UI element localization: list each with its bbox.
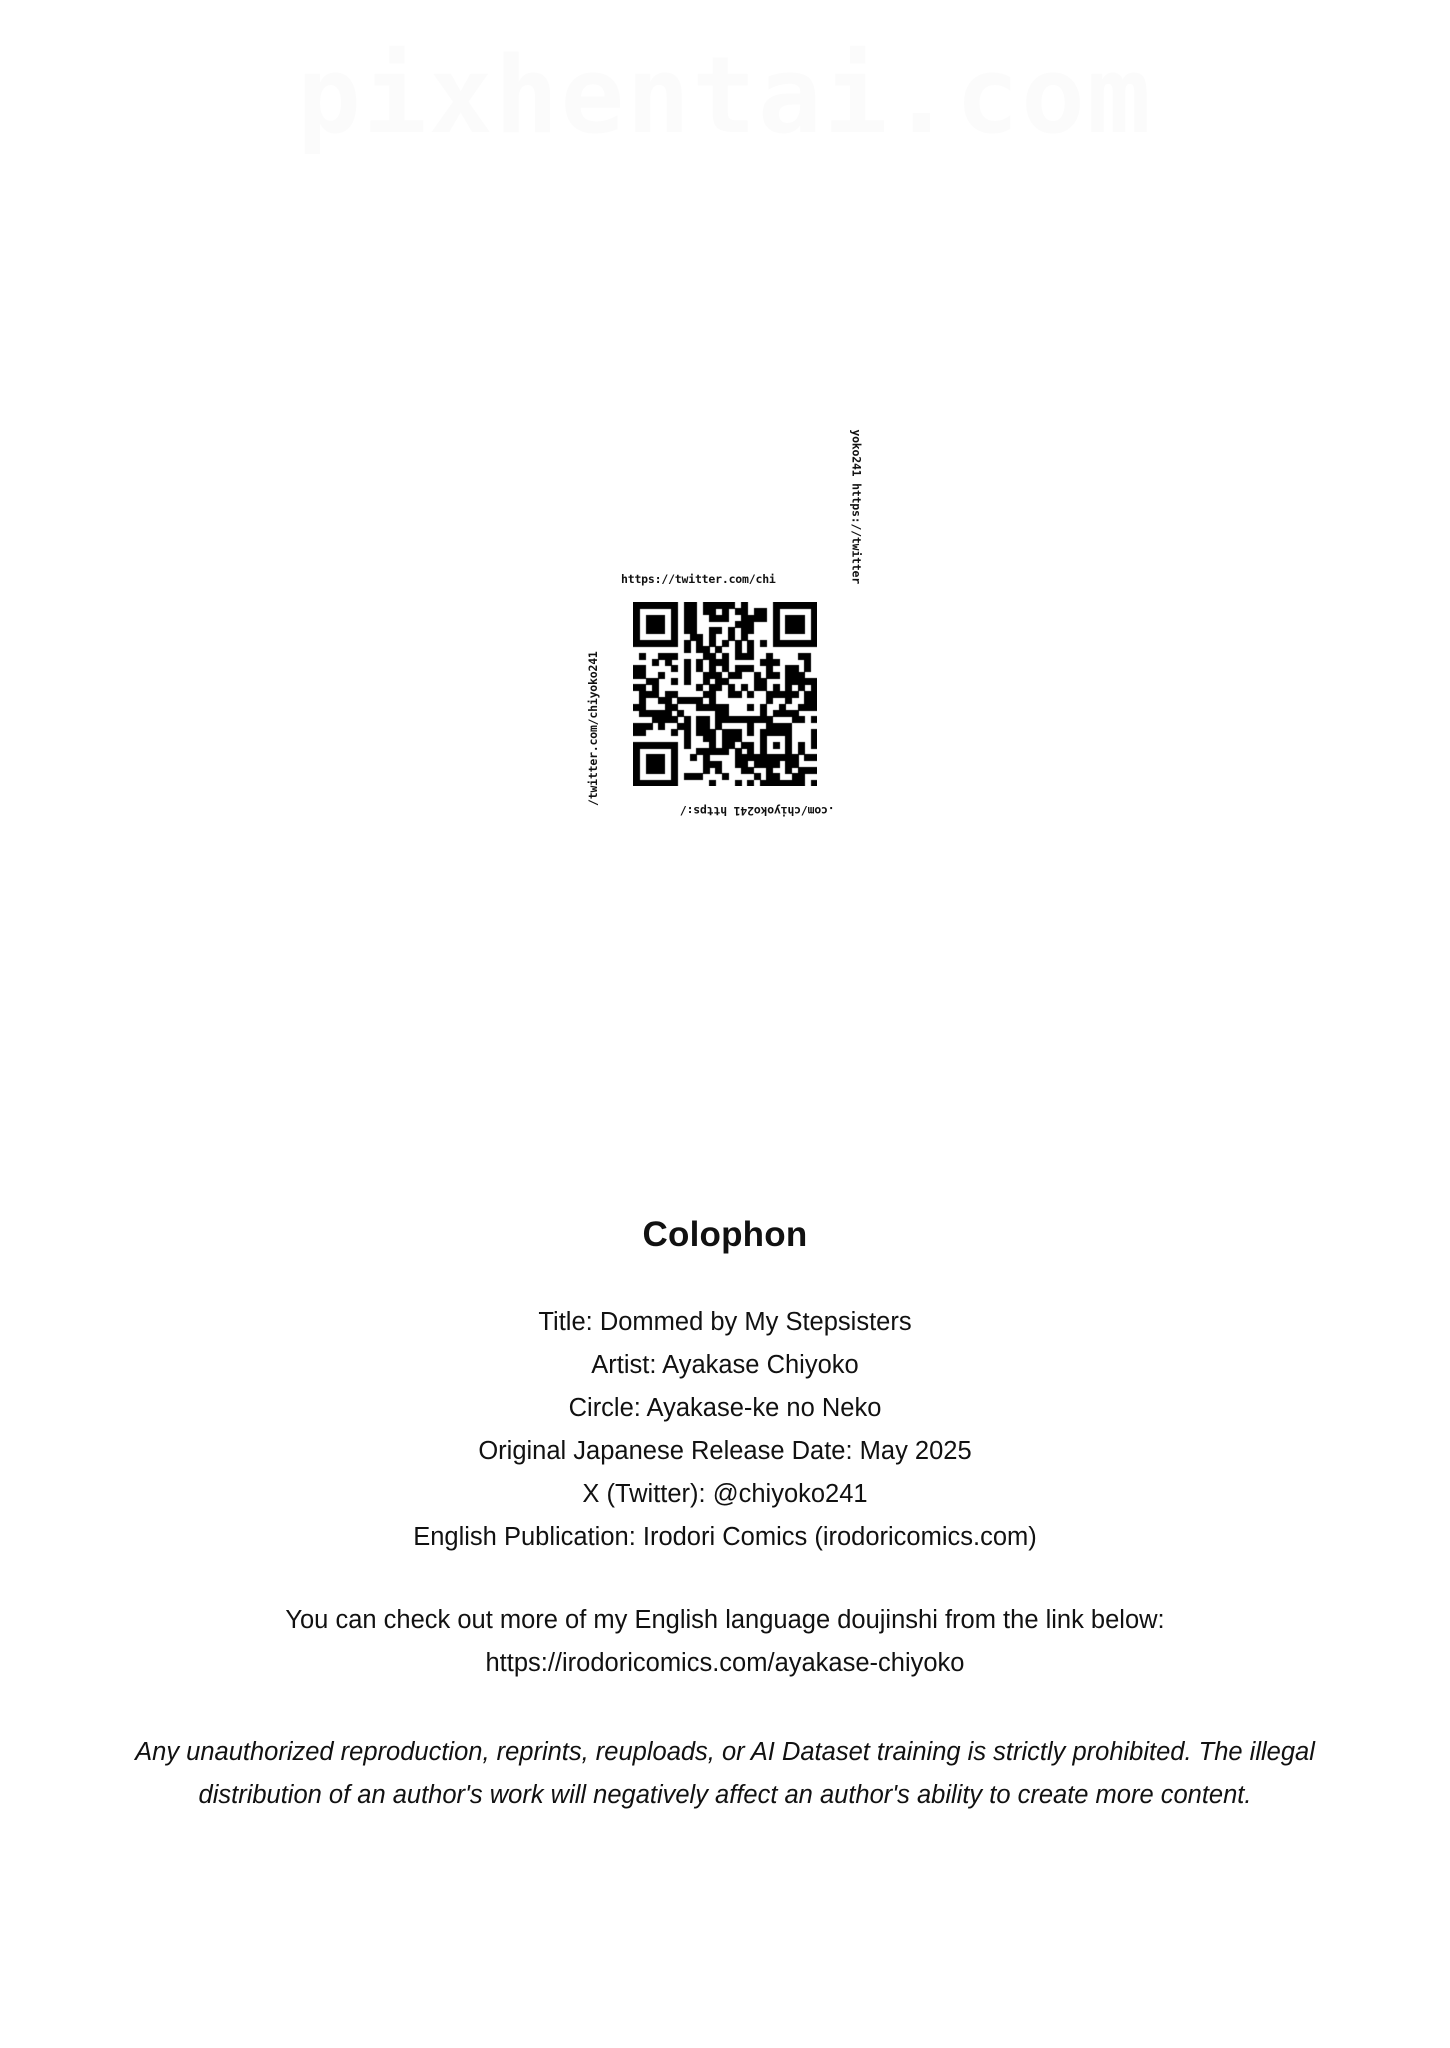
qr-border-text-right: yoko241 https://twitter bbox=[850, 429, 864, 584]
spacer bbox=[0, 1559, 1450, 1599]
qr-border-text-bottom: .com/chiyoko241 https:/ bbox=[680, 804, 835, 818]
copyright-notice: Any unauthorized reproduction, reprints, reuploads, or AI Dataset training is strictly prohibited. The illegal distribution of an author's work will negatively affect an author's ability to create more content. bbox=[135, 1738, 1315, 1809]
qr-border-text-top: https://twitter.com/chi bbox=[621, 572, 776, 586]
colophon-section bbox=[0, 1215, 1450, 1817]
colophon-meta-line: X (Twitter): @chiyoko241 bbox=[582, 1480, 868, 1508]
qr-border-text-left: /twitter.com/chiyoko241 bbox=[586, 651, 600, 806]
promo-link[interactable]: https://irodoricomics.com/ayakase-chiyoko bbox=[485, 1649, 965, 1677]
promo-text: You can check out more of my English language doujinshi from the link below: bbox=[285, 1606, 1165, 1634]
colophon-meta-line: Title: Dommed by My Stepsisters bbox=[538, 1308, 912, 1336]
twitter-qr-code[interactable] bbox=[586, 429, 864, 820]
qr-matrix bbox=[633, 602, 817, 786]
colophon-promo bbox=[0, 1599, 1450, 1685]
colophon-meta-line: Circle: Ayakase-ke no Neko bbox=[568, 1394, 882, 1422]
colophon-meta-line: English Publication: Irodori Comics (irodoricomics.com) bbox=[413, 1523, 1037, 1551]
colophon-meta-line: Artist: Ayakase Chiyoko bbox=[591, 1351, 859, 1379]
colophon-heading: Colophon bbox=[642, 1215, 808, 1254]
colophon-meta-line: Original Japanese Release Date: May 2025 bbox=[478, 1437, 972, 1465]
site-watermark: pixhentai.com bbox=[297, 34, 1153, 157]
colophon-meta-list bbox=[0, 1301, 1450, 1559]
